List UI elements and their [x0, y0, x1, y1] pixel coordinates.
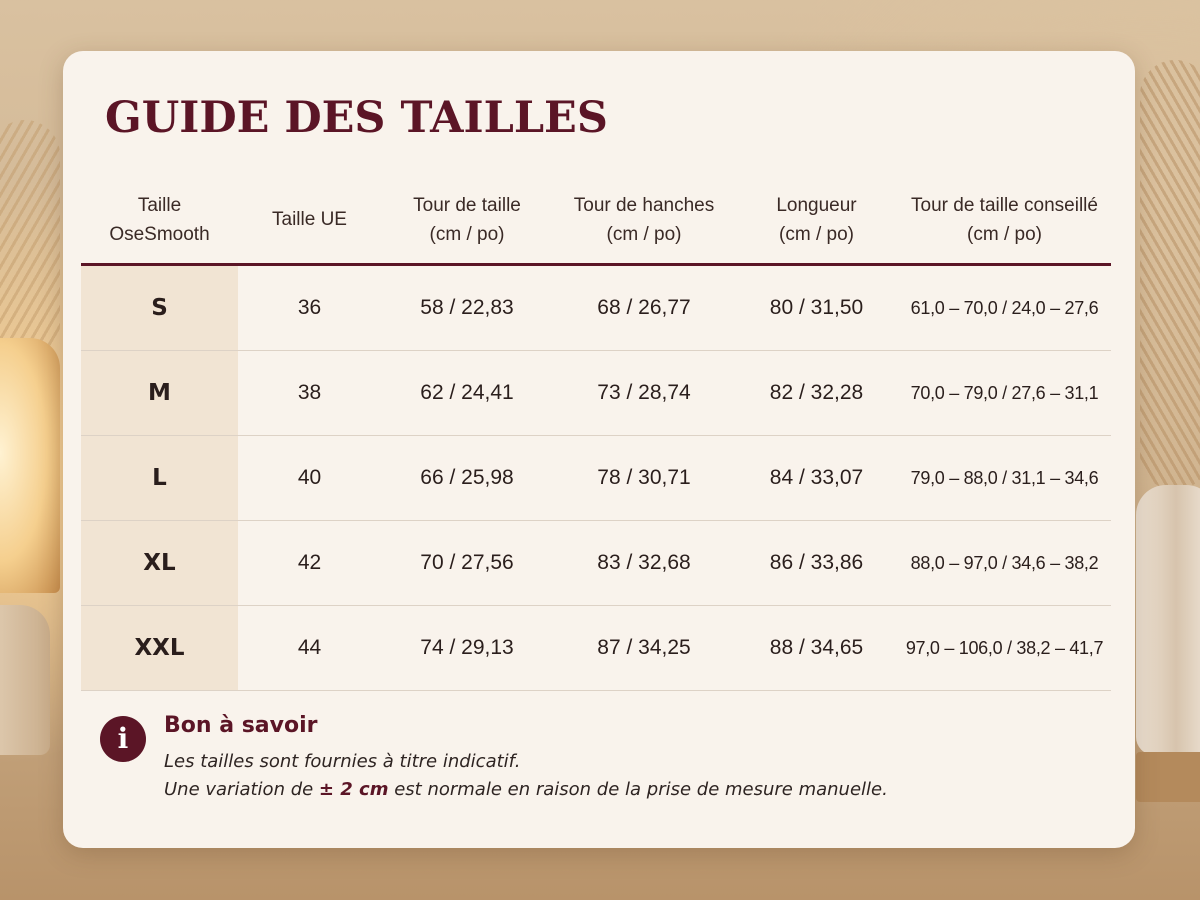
col-header-line-2: (cm / po)	[606, 223, 682, 245]
length-cell: 80 / 31,50	[735, 265, 898, 351]
waist-cell: 70 / 27,56	[381, 521, 553, 606]
recommended-waist-cell: 88,0 – 97,0 / 34,6 – 38,2	[898, 521, 1111, 606]
size-cell: XL	[81, 521, 238, 606]
eu-size-cell: 42	[238, 521, 381, 606]
note-line-2-start: Une variation de	[164, 779, 319, 800]
col-header-line-2: (cm / po)	[429, 223, 505, 245]
col-header-line-1: Taille	[137, 194, 182, 216]
note-title: Bon à savoir	[164, 713, 318, 738]
size-cell: S	[81, 265, 238, 351]
waist-cell: 62 / 24,41	[381, 351, 553, 436]
recommended-waist-cell: 97,0 – 106,0 / 38,2 – 41,7	[898, 606, 1111, 691]
background-pampas-right	[1140, 60, 1200, 490]
note-line-2	[164, 779, 888, 800]
waist-cell: 58 / 22,83	[381, 265, 553, 351]
length-cell: 82 / 32,28	[735, 351, 898, 436]
waist-cell: 74 / 29,13	[381, 606, 553, 691]
table-row	[81, 521, 1111, 606]
recommended-waist-cell: 61,0 – 70,0 / 24,0 – 27,6	[898, 265, 1111, 351]
col-header-recommended-waist	[898, 176, 1111, 265]
page-title: GUIDE DES TAILLES	[105, 93, 608, 143]
background-lamp-base	[0, 605, 50, 755]
waist-cell: 66 / 25,98	[381, 436, 553, 521]
background-vase-stand	[1136, 752, 1200, 802]
col-header-line-1: Tour de hanches	[573, 194, 715, 216]
col-header-line-2: OseSmooth	[109, 223, 210, 245]
eu-size-cell: 38	[238, 351, 381, 436]
background-lamp-shade	[0, 338, 60, 593]
size-cell: M	[81, 351, 238, 436]
recommended-waist-cell: 79,0 – 88,0 / 31,1 – 34,6	[898, 436, 1111, 521]
size-cell: L	[81, 436, 238, 521]
col-header-line-1: Tour de taille	[413, 194, 521, 216]
length-cell: 84 / 33,07	[735, 436, 898, 521]
col-header-line-2: (cm / po)	[967, 223, 1042, 245]
col-header-line-2: (cm / po)	[779, 223, 854, 245]
size-table	[81, 176, 1111, 691]
table-row	[81, 606, 1111, 691]
note-line-2-end: est normale en raison de la prise de mesure manuelle.	[388, 779, 888, 800]
col-header-size	[81, 176, 238, 265]
length-cell: 86 / 33,86	[735, 521, 898, 606]
note-line-1: Les tailles sont fournies à titre indicatif.	[164, 751, 521, 772]
col-header-line-1: Taille UE	[272, 209, 347, 230]
table-header-row	[81, 176, 1111, 265]
eu-size-cell: 36	[238, 265, 381, 351]
size-cell: XXL	[81, 606, 238, 691]
col-header-length	[735, 176, 898, 265]
col-header-eu-size	[238, 176, 381, 265]
info-icon: i	[100, 716, 146, 762]
hips-cell: 83 / 32,68	[553, 521, 735, 606]
table-row	[81, 436, 1111, 521]
hips-cell: 87 / 34,25	[553, 606, 735, 691]
note-tolerance: ± 2 cm	[318, 779, 389, 800]
background-pampas-left	[0, 120, 60, 360]
background-vase	[1136, 485, 1200, 755]
hips-cell: 78 / 30,71	[553, 436, 735, 521]
col-header-hips	[553, 176, 735, 265]
table-row	[81, 351, 1111, 436]
hips-cell: 68 / 26,77	[553, 265, 735, 351]
length-cell: 88 / 34,65	[735, 606, 898, 691]
col-header-waist	[381, 176, 553, 265]
col-header-line-1: Longueur	[776, 194, 857, 216]
size-guide-card	[63, 51, 1135, 848]
eu-size-cell: 44	[238, 606, 381, 691]
table-body	[81, 265, 1111, 691]
col-header-line-1: Tour de taille conseillé	[911, 194, 1098, 216]
recommended-waist-cell: 70,0 – 79,0 / 27,6 – 31,1	[898, 351, 1111, 436]
table-row	[81, 265, 1111, 351]
hips-cell: 73 / 28,74	[553, 351, 735, 436]
eu-size-cell: 40	[238, 436, 381, 521]
